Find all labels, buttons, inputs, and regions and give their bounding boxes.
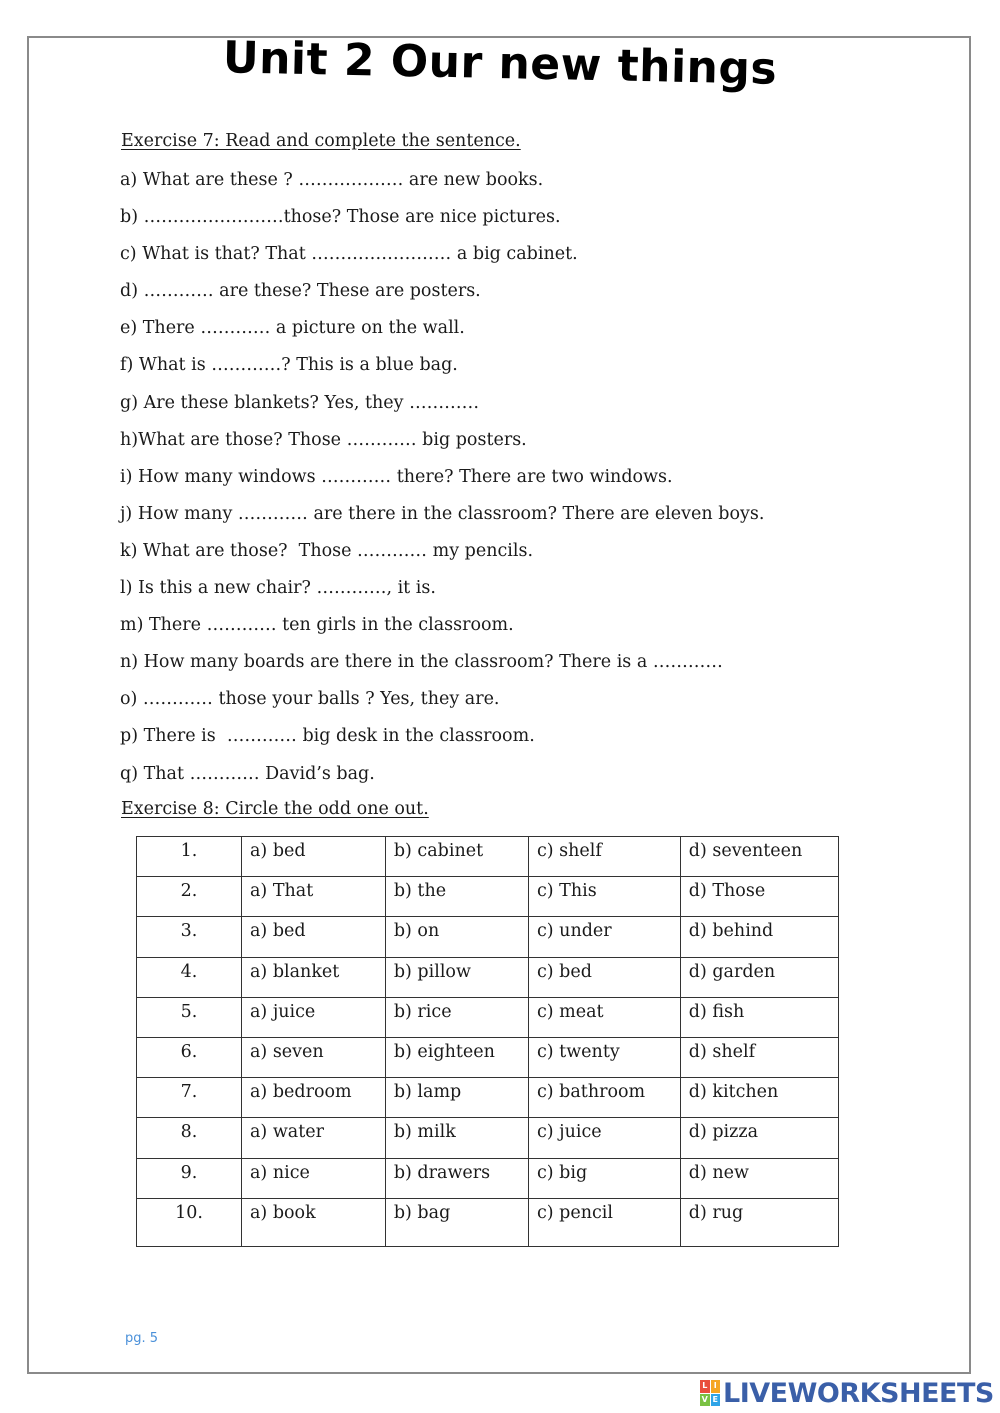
option-a[interactable]: a) That — [242, 877, 386, 917]
option-a[interactable]: a) water — [242, 1118, 386, 1158]
exercise-7-heading: Exercise 7: Read and complete the sentence. — [121, 131, 521, 151]
option-a[interactable]: a) bedroom — [242, 1078, 386, 1118]
exercise-7-sentence: d) ………… are these? These are posters. — [120, 281, 481, 302]
table-row — [137, 1118, 839, 1158]
option-b[interactable]: b) the — [385, 877, 528, 917]
table-row — [137, 1037, 839, 1077]
exercise-7-sentence: m) There ………… ten girls in the classroom. — [120, 615, 514, 636]
option-b[interactable]: b) pillow — [385, 957, 528, 997]
option-c[interactable]: c) meat — [528, 997, 680, 1037]
option-d[interactable]: d) garden — [680, 957, 838, 997]
question-number: 8. — [137, 1118, 242, 1158]
option-b[interactable]: b) on — [385, 917, 528, 957]
page-number: pg. 5 — [125, 1331, 159, 1346]
question-number: 3. — [137, 917, 242, 957]
option-c[interactable]: c) twenty — [528, 1037, 680, 1077]
question-number: 1. — [137, 837, 242, 877]
exercise-7-sentence: b) ……………………those? Those are nice pictures. — [120, 207, 561, 228]
option-b[interactable]: b) lamp — [385, 1078, 528, 1118]
option-a[interactable]: a) seven — [242, 1037, 386, 1077]
liveworksheets-wordmark: LIVEWORKSHEETS — [723, 1377, 994, 1409]
exercise-7-sentence: p) There is ………… big desk in the classroom. — [120, 726, 535, 747]
exercise-7-sentence: h)What are those? Those ………… big posters. — [120, 429, 527, 450]
exercise-7-sentence: e) There ………… a picture on the wall. — [120, 318, 465, 339]
option-d[interactable]: d) seventeen — [680, 837, 838, 877]
exercise-7-sentence: l) Is this a new chair? …………, it is. — [120, 578, 436, 599]
exercise-7-sentence: q) That ………… David’s bag. — [120, 763, 375, 784]
option-d[interactable]: d) Those — [680, 877, 838, 917]
option-d[interactable]: d) new — [680, 1158, 838, 1198]
question-number: 9. — [137, 1158, 242, 1198]
liveworksheets-badge-icon — [700, 1380, 720, 1406]
option-a[interactable]: a) juice — [242, 997, 386, 1037]
odd-one-out-table — [136, 836, 839, 1247]
option-c[interactable]: c) juice — [528, 1118, 680, 1158]
option-c[interactable]: c) pencil — [528, 1198, 680, 1246]
table-row — [137, 837, 839, 877]
option-c[interactable]: c) under — [528, 917, 680, 957]
table-row — [137, 1078, 839, 1118]
option-c[interactable]: c) shelf — [528, 837, 680, 877]
option-a[interactable]: a) bed — [242, 837, 386, 877]
question-number: 6. — [137, 1037, 242, 1077]
option-d[interactable]: d) shelf — [680, 1037, 838, 1077]
table-row — [137, 877, 839, 917]
option-d[interactable]: d) rug — [680, 1198, 838, 1246]
question-number: 4. — [137, 957, 242, 997]
option-a[interactable]: a) book — [242, 1198, 386, 1246]
option-b[interactable]: b) rice — [385, 997, 528, 1037]
option-d[interactable]: d) fish — [680, 997, 838, 1037]
option-a[interactable]: a) bed — [242, 917, 386, 957]
option-a[interactable]: a) nice — [242, 1158, 386, 1198]
exercise-7-sentence: k) What are those? Those ………… my pencils. — [120, 540, 534, 561]
badge-letter: L — [700, 1380, 710, 1393]
table-row — [137, 997, 839, 1037]
badge-letter: E — [711, 1394, 721, 1407]
option-c[interactable]: c) big — [528, 1158, 680, 1198]
exercise-7-sentence: a) What are these ? ……………… are new books. — [120, 170, 544, 190]
liveworksheets-logo — [700, 1376, 994, 1410]
question-number: 7. — [137, 1078, 242, 1118]
option-d[interactable]: d) kitchen — [680, 1078, 838, 1118]
badge-letter: I — [711, 1380, 721, 1393]
exercise-7-sentence: f) What is …………? This is a blue bag. — [120, 355, 458, 376]
badge-letter: V — [700, 1394, 710, 1407]
option-d[interactable]: d) pizza — [680, 1118, 838, 1158]
option-b[interactable]: b) milk — [385, 1118, 528, 1158]
table-row — [137, 1198, 839, 1246]
question-number: 2. — [137, 877, 242, 917]
option-a[interactable]: a) blanket — [242, 957, 386, 997]
exercise-7-sentence: j) How many ………… are there in the classroom? There are eleven boys. — [120, 503, 765, 524]
exercise-8-heading: Exercise 8: Circle the odd one out. — [121, 799, 429, 819]
question-number: 5. — [137, 997, 242, 1037]
page-title: Unit 2 Our new things — [222, 32, 778, 95]
exercise-7-sentence: o) ………… those your balls ? Yes, they are. — [120, 689, 500, 710]
option-c[interactable]: c) bathroom — [528, 1078, 680, 1118]
option-b[interactable]: b) bag — [385, 1198, 528, 1246]
table-row — [137, 917, 839, 957]
table-row — [137, 1158, 839, 1198]
question-number: 10. — [137, 1198, 242, 1246]
exercise-7-sentence: g) Are these blankets? Yes, they ………… — [120, 392, 480, 413]
exercise-7-sentence: n) How many boards are there in the classroom? There is a ………… — [120, 652, 723, 673]
option-c[interactable]: c) bed — [528, 957, 680, 997]
exercise-7-sentence: i) How many windows ………… there? There are two windows. — [120, 466, 673, 487]
option-b[interactable]: b) eighteen — [385, 1037, 528, 1077]
option-b[interactable]: b) cabinet — [385, 837, 528, 877]
table-row — [137, 957, 839, 997]
option-c[interactable]: c) This — [528, 877, 680, 917]
exercise-7-sentence-list — [120, 168, 764, 799]
option-b[interactable]: b) drawers — [385, 1158, 528, 1198]
option-d[interactable]: d) behind — [680, 917, 838, 957]
exercise-7-sentence: c) What is that? That …………………… a big cabinet. — [120, 244, 578, 265]
